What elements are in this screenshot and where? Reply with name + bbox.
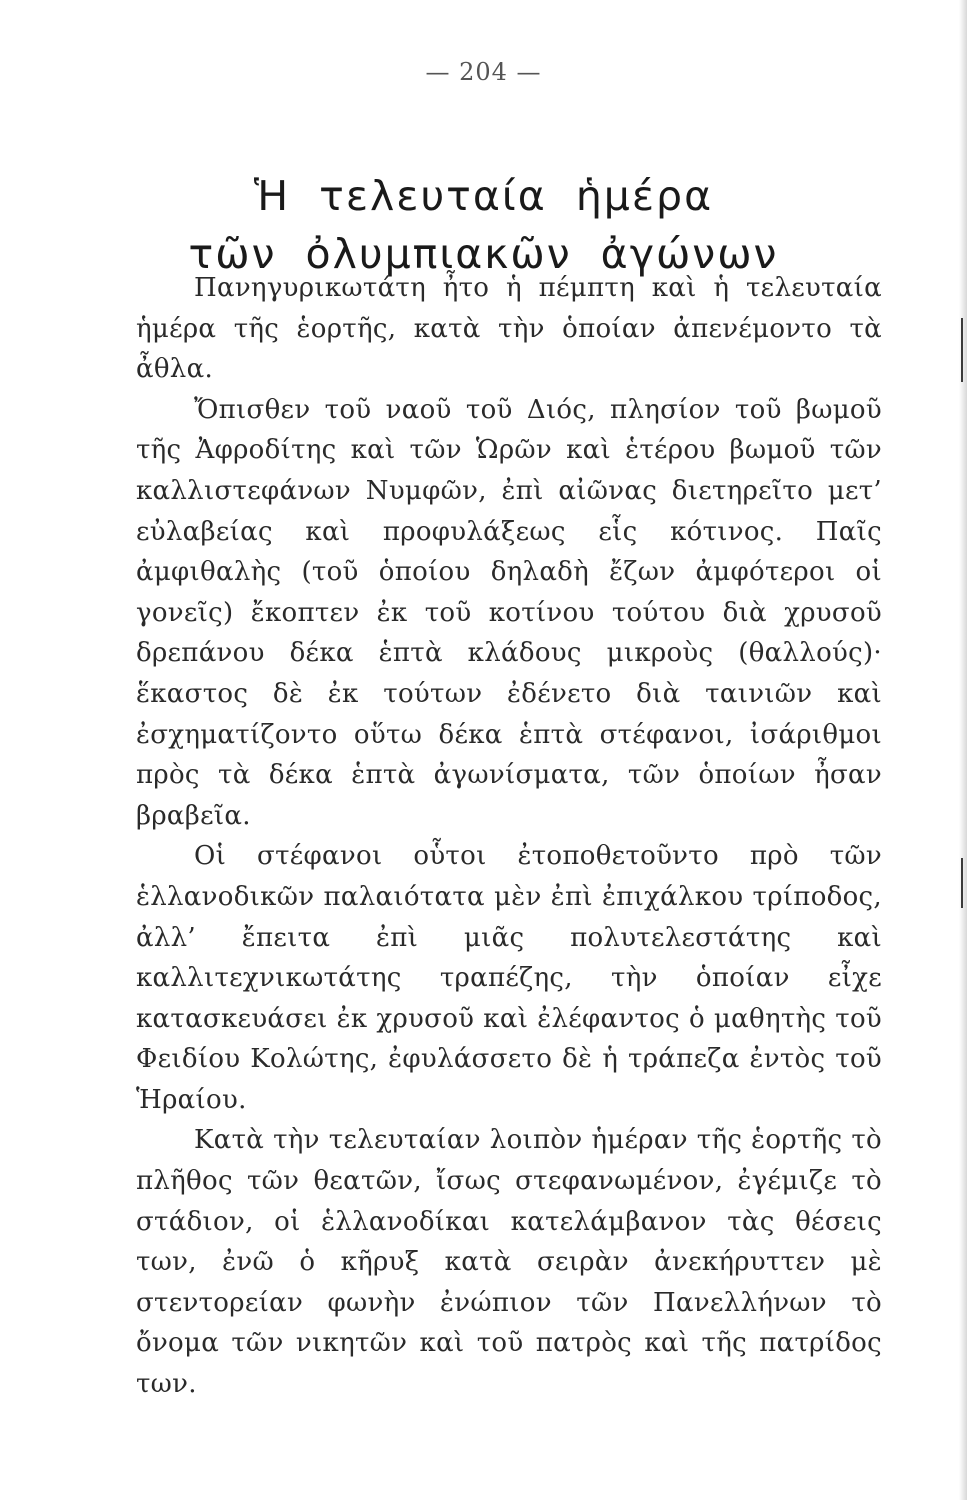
chapter-title-line-1: Ἡ τελευταία ἡμέρα bbox=[253, 172, 714, 221]
chapter-title-line-2: τῶν ὀλυμπιακῶν ἀγώνων bbox=[188, 230, 779, 279]
paragraph-3: Οἱ στέφανοι οὗτοι ἐτοποθετοῦντο πρὸ τῶν ἑλλανοδικῶν παλαιότατα μὲν ἐπὶ ἐπιχάλκου τρίποδος, ἀλλ’ ἔπειτα ἐπὶ μιᾶς πολυτελεστάτης καὶ καλλιτεχνικωτάτης τραπέζης, τὴν ὁποίαν εἶχε κατασκευάσει ἐκ χρυσοῦ καὶ ἐλέφαντος ὁ μαθητὴς τοῦ Φειδίου Κολώτης, ἐφυλάσσετο δὲ ἡ τράπεζα ἐντὸς τοῦ Ἡραίου. bbox=[136, 841, 882, 1115]
body-text bbox=[136, 268, 882, 1405]
paragraph-4: Κατὰ τὴν τελευταίαν λοιπὸν ἡμέραν τῆς ἑορτῆς τὸ πλῆθος τῶν θεατῶν, ἴσως στεφανωμένον, ἐγέμιζε τὸ στάδιον, οἱ ἑλλανοδίκαι κατελάμβανον τὰς θέσεις των, ἐνῶ ὁ κῆρυξ κατὰ σειρὰν ἀνεκήρυττεν μὲ στεντορείαν φωνὴν ἐνώπιον τῶν Πανελλήνων τὸ ὄνομα τῶν νικητῶν καὶ τοῦ πατρὸς καὶ τῆς πατρίδος των. bbox=[136, 1125, 882, 1400]
paragraph-1: Πανηγυρικωτάτη ἦτο ἡ πέμπτη καὶ ἡ τελευταία ἡμέρα τῆς ἑορτῆς, κατὰ τὴν ὁποίαν ἀπενέμοντο τὰ ἆθλα. bbox=[136, 273, 882, 385]
page-number: — 204 — bbox=[425, 58, 542, 86]
chapter-title bbox=[0, 167, 967, 283]
paragraph-2: Ὄπισθεν τοῦ ναοῦ τοῦ Διός, πλησίον τοῦ βωμοῦ τῆς Ἀφροδίτης καὶ τῶν Ὡρῶν καὶ ἑτέρου βωμοῦ τῶν καλλιστεφάνων Νυμφῶν, ἐπὶ αἰῶνας διετηρεῖτο μετ’ εὐλαβείας καὶ προφυλάξεως εἷς κότινος. Παῖς ἀμφιθαλὴς (τοῦ ὁποίου δηλαδὴ ἔζων ἀμφότεροι οἱ γονεῖς) ἔκοπτεν ἐκ τοῦ κοτίνου τούτου διὰ χρυσοῦ δρεπάνου δέκα ἑπτὰ κλάδους μικροὺς (θαλλούς)· ἕκαστος δὲ ἐκ τούτων ἐδένετο διὰ ταινιῶν καὶ ἐσχηματίζοντο οὕτω δέκα ἑπτὰ στέφανοι, ἰσάριθμοι πρὸς τὰ δέκα ἑπτὰ ἀγωνίσματα, τῶν ὁποίων ἦσαν βραβεῖα. bbox=[136, 394, 882, 831]
page-edge-shadow bbox=[959, 0, 967, 1500]
page-edge-mark bbox=[961, 318, 963, 382]
page-edge-mark bbox=[961, 858, 963, 908]
